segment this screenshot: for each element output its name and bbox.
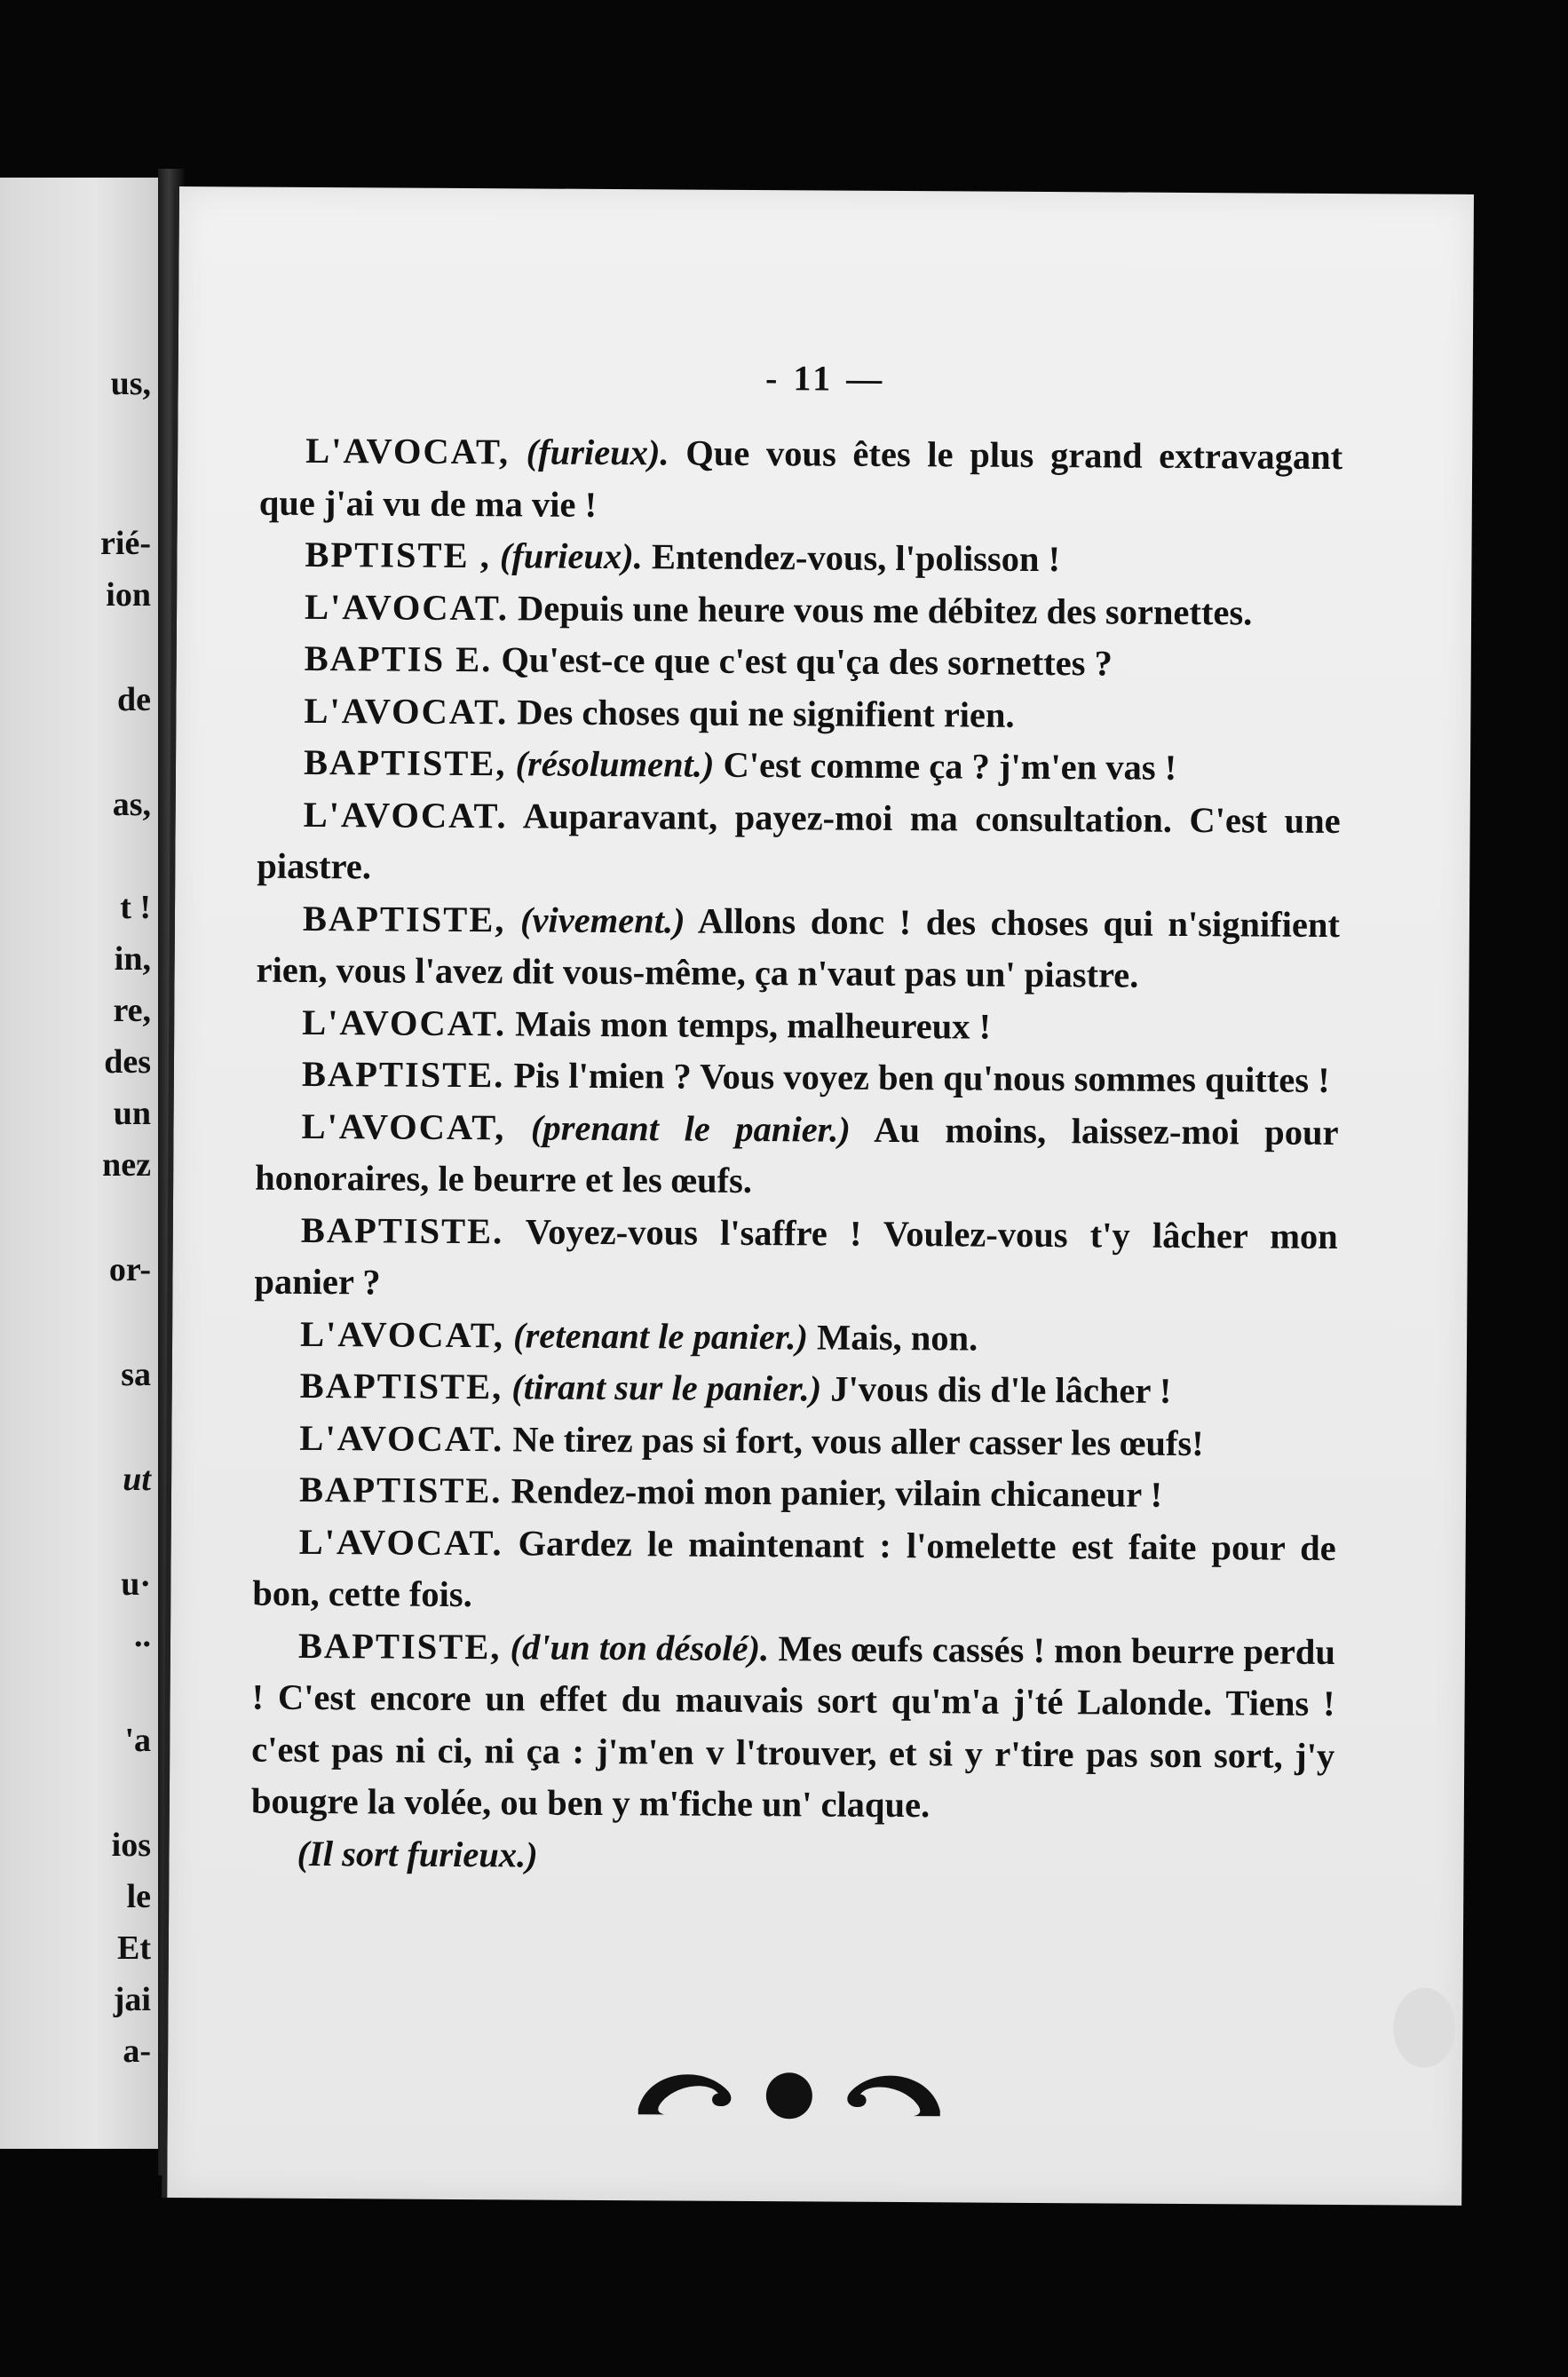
dialogue-text: Mais mon temps, malheureux ! [515,1002,992,1047]
left-page-fragment: us, [110,365,151,402]
dialogue-text: Depuis une heure vous me débitez des sornettes. [517,587,1253,632]
dialogue-text: Mais, non. [816,1316,978,1359]
book-page [162,186,1474,2206]
dialogue-paragraph [257,788,1341,899]
dialogue-text: Que vous êtes le plus grand extravagant que j'ai vu de ma vie ! [258,432,1343,525]
left-page-fragment: 'a [124,1722,151,1759]
dialogue-paragraph [258,581,1342,639]
left-page-fragment: rié- [100,525,151,562]
speaker-name: L'AVOCAT. [304,586,510,628]
speaker-name: L'AVOCAT. [298,1521,503,1563]
dialogue-paragraph [259,425,1343,535]
dialogue-paragraph [257,685,1341,743]
stage-direction: (résolument.) [515,743,715,785]
left-page-fragment: nez [102,1146,151,1184]
left-page-fragment: in, [114,940,151,978]
left-page-fragment: u· [121,1565,151,1603]
stage-direction: (retenant le panier.) [512,1314,809,1357]
left-page-fragment: des [104,1043,151,1081]
speaker-name: L'AVOCAT. [303,794,508,836]
dialogue-paragraph [258,633,1342,692]
speaker-name: BAPTISTE, [302,898,506,939]
stage-direction: (tirant sur le panier.) [511,1367,822,1409]
speaker-name: L'AVOCAT. [304,690,509,732]
dialogue-paragraph [256,1049,1339,1107]
dialogue-text: J'vous dis d'le lâcher ! [830,1368,1172,1411]
left-facing-page [0,178,158,2149]
dialogue-text: Gardez le maintenant : l'omelette est faite pour de bon, cette fois. [252,1522,1336,1615]
page-text [250,425,1342,1886]
left-page-fragment: .. [134,1617,151,1654]
speaker-name: BAPTISTE, [297,1625,502,1667]
dialogue-paragraph [252,1516,1336,1626]
speaker-name: L'AVOCAT. [299,1417,504,1459]
dialogue-paragraph [253,1412,1336,1470]
speaker-name: L'AVOCAT. [302,1002,507,1043]
dialogue-text: Voyez-vous l'saffre ! Voulez-vous t'y lâcher mon panier ? [254,1210,1338,1303]
left-page-fragment: de [117,681,151,718]
paper-blemish [1393,1987,1456,2067]
ornament-icon [630,2054,950,2135]
dialogue-text: C'est comme ça ? j'm'en vas ! [723,744,1177,788]
left-page-fragment: as, [112,786,151,823]
stage-direction: (Il sort furieux.) [297,1833,538,1875]
dialogue-text: Au moins, laissez-moi pour honoraires, le beurre et les œufs. [255,1109,1339,1200]
dialogue-paragraph [256,892,1340,1002]
speaker-name: BAPTIS E. [304,638,493,680]
left-page-fragment: t ! [120,889,151,926]
left-page-fragment: re, [113,992,151,1029]
stage-direction: (furieux). [499,535,643,577]
dialogue-paragraph [255,1100,1339,1210]
speaker-name: L'AVOCAT, [305,430,511,472]
speaker-name: BPTISTE , [305,534,491,576]
dialogue-text: Mes œufs cassés ! mon beurre perdu ! C'est encore un effet du mauvais sort qu'm'a j'té Lalonde. Tiens ! c'est pas ni ci, ni ça : j'm'en v l'trouver, et si y r'tire pas son sort, j'y bougre la volée, ou ben y m'fiche un' claque. [250,1628,1336,1826]
dialogue-text: Qu'est-ce que c'est qu'ça des sornettes ? [501,639,1113,684]
left-page-fragment: or- [108,1251,151,1288]
left-page-fragment: ion [106,576,151,614]
dialogue-paragraph [254,1204,1338,1314]
left-page-fragment: a- [123,2032,151,2070]
stage-direction: (prenant le panier.) [530,1106,851,1150]
left-page-fragment: jai [113,1981,151,2018]
dialogue-paragraph [253,1464,1336,1523]
dialogue-text: Pis l'mien ? Vous voyez ben qu'nous sommes quittes ! [513,1055,1330,1100]
left-page-fragment: sa [121,1356,151,1393]
dialogue-text: Allons donc ! des choses qui n'signifient rien, vous l'avez dit vous-même, ça n'vaut pas un' piastre. [256,900,1341,995]
dialogue-paragraph [254,1360,1337,1419]
dialogue-paragraph [254,1308,1337,1367]
speaker-name: BAPTISTE, [303,741,507,784]
speaker-name: BAPTISTE. [301,1053,505,1096]
speaker-name: L'AVOCAT, [301,1105,506,1147]
dialogue-paragraph [258,529,1342,588]
left-page-fragment: Et [117,1929,151,1967]
speaker-name: BAPTISTE. [298,1469,503,1511]
dialogue-text: Auparavant, payez-moi ma consultation. C'est une piastre. [257,795,1341,887]
stage-direction: (furieux). [526,432,669,473]
stage-direction: (vivement.) [519,899,685,941]
dialogue-text: Entendez-vous, l'polisson ! [651,536,1061,580]
dialogue-paragraph [257,737,1341,796]
dialogue-text: Ne tirez pas si fort, vous aller casser les œufs! [512,1418,1204,1463]
left-page-fragment: le [126,1878,151,1915]
speaker-name: BAPTISTE. [300,1209,504,1251]
stage-direction: (d'un ton désolé). [510,1626,770,1668]
dialogue-text: Des choses qui ne signifient rien. [517,691,1015,735]
dialogue-paragraph [251,1620,1335,1834]
dialogue-paragraph [250,1827,1334,1886]
dialogue-text: Rendez-moi mon panier, vilain chicaneur ! [511,1470,1163,1515]
speaker-name: BAPTISTE, [299,1365,503,1407]
speaker-name: L'AVOCAT, [299,1313,505,1355]
left-page-fragment: ios [111,1826,151,1864]
page-number: - 11 — [764,358,886,399]
left-page-fragment: un [113,1095,151,1132]
dialogue-paragraph [256,996,1339,1055]
left-page-fragment: ut [123,1461,151,1498]
